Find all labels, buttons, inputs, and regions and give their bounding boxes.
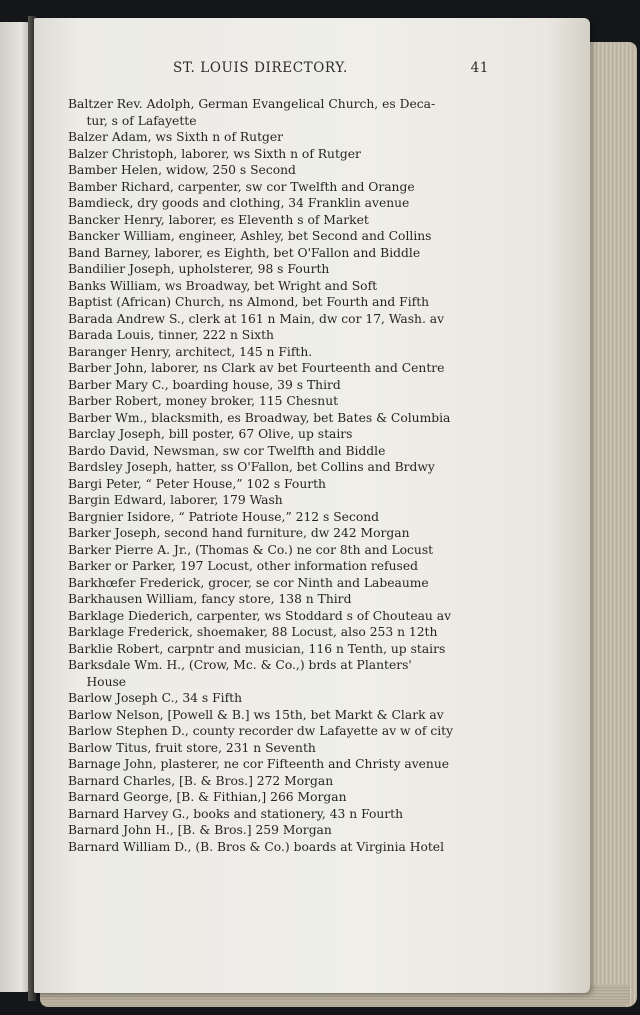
entry-text: Barklage Frederick, shoemaker, 88 Locust, also 253 n 12th — [68, 625, 438, 639]
entry-text: Barker or Parker, 197 Locust, other information refused — [68, 559, 418, 573]
entry-text: Bamber Richard, carpenter, sw cor Twelfth and Orange — [68, 179, 415, 194]
directory-entry — [68, 360, 508, 377]
entry-text: Barlow Titus, fruit store, 231 n Seventh — [68, 740, 316, 755]
entry-text: Bamber Helen, widow, 250 s Second — [68, 163, 296, 177]
directory-entry — [68, 393, 508, 410]
directory-entry — [68, 822, 508, 839]
entry-text: Bancker Henry, laborer, es Eleventh s of Market — [68, 212, 369, 227]
entry-text: Barber Mary C., boarding house, 39 s Third — [68, 377, 341, 392]
directory-entry — [68, 723, 508, 740]
directory-entry — [68, 509, 508, 526]
entry-text: Barkhœfer Frederick, grocer, se cor Ninth and Labeaume — [68, 575, 429, 590]
directory-entry — [68, 690, 508, 707]
entry-text: Baltzer Rev. Adolph, German Evangelical Church, es Deca- — [68, 97, 436, 111]
entry-text: Barber Robert, money broker, 115 Chesnut — [68, 394, 339, 408]
directory-entry — [68, 459, 508, 476]
directory-entry — [68, 542, 508, 559]
entry-text: Barlow Joseph C., 34 s Fifth — [68, 691, 242, 705]
directory-entry — [68, 707, 508, 724]
entry-text: Barada Andrew S., clerk at 161 n Main, dw cor 17, Wash. av — [68, 311, 445, 326]
directory-entry — [68, 657, 508, 690]
entry-text: Barnard Charles, [B. & Bros.] 272 Morgan — [68, 773, 334, 788]
entry-text: Barlow Nelson, [Powell & B.] ws 15th, bet Markt & Clark av — [68, 707, 444, 722]
entry-text: Bancker William, engineer, Ashley, bet Second and Collins — [68, 229, 432, 243]
entry-text: Bargi Peter, “ Peter House,” 102 s Fourth — [68, 476, 326, 491]
directory-entry — [68, 212, 508, 229]
directory-entry — [68, 492, 508, 509]
directory-entry — [68, 344, 508, 361]
entry-text: Bardo David, Newsman, sw cor Twelfth and Biddle — [68, 443, 386, 458]
entry-text: Balzer Christoph, laborer, ws Sixth n of Rutger — [68, 146, 361, 161]
entry-text: Bargnier Isidore, “ Patriote House,” 212 s Second — [68, 509, 380, 524]
directory-entry — [68, 377, 508, 394]
directory-entry — [68, 195, 508, 212]
directory-entry — [68, 608, 508, 625]
entry-text: Band Barney, laborer, es Eighth, bet O'Fallon and Biddle — [68, 245, 421, 260]
directory-entry — [68, 162, 508, 179]
page-number: 41 — [470, 60, 489, 76]
directory-entry — [68, 756, 508, 773]
directory-entry — [68, 789, 508, 806]
directory-entry — [68, 311, 508, 328]
entry-text: Barnard Harvey G., books and stationery, 43 n Fourth — [68, 806, 404, 821]
directory-entry — [68, 245, 508, 262]
entry-text: Bamdieck, dry goods and clothing, 34 Franklin avenue — [68, 196, 410, 210]
entry-text: Barkhausen William, fancy store, 138 n Third — [68, 592, 352, 606]
entry-text: Barklage Diederich, carpenter, ws Stoddard s of Chouteau av — [68, 608, 452, 623]
page-header — [69, 60, 489, 76]
page-title: ST. LOUIS DIRECTORY. — [173, 60, 348, 76]
directory-page — [34, 18, 590, 993]
directory-entry — [68, 228, 508, 245]
directory-entry — [68, 146, 508, 163]
directory-entry — [68, 443, 508, 460]
directory-entry — [68, 624, 508, 641]
entry-text: Barksdale Wm. H., (Crow, Mc. & Co.,) brds at Planters' — [68, 658, 412, 672]
directory-entry — [68, 179, 508, 196]
directory-entry — [68, 558, 508, 575]
entry-text: Banks William, ws Broadway, bet Wright and Soft — [68, 278, 378, 293]
directory-entry — [68, 426, 508, 443]
directory-entry — [68, 261, 508, 278]
directory-entries — [68, 96, 508, 855]
entry-text: Barnage John, plasterer, ne cor Fifteenth and Christy avenue — [68, 757, 450, 771]
directory-entry — [68, 591, 508, 608]
directory-entry — [68, 806, 508, 823]
entry-text: Barclay Joseph, bill poster, 67 Olive, up stairs — [68, 427, 353, 441]
entry-text: Barklie Robert, carpntr and musician, 116 n Tenth, up stairs — [68, 641, 446, 656]
entry-text: Barnard William D., (B. Bros & Co.) boards at Virginia Hotel — [68, 839, 445, 854]
directory-entry — [68, 525, 508, 542]
entry-text: Barker Pierre A. Jr., (Thomas & Co.) ne cor 8th and Locust — [68, 542, 434, 557]
entry-text: Barber John, laborer, ns Clark av bet Fourteenth and Centre — [68, 361, 445, 375]
entry-text: Bargin Edward, laborer, 179 Wash — [68, 493, 283, 507]
entry-continuation: House — [86, 674, 127, 689]
entry-text: Barada Louis, tinner, 222 n Sixth — [68, 328, 274, 342]
directory-entry — [68, 96, 508, 129]
directory-entry — [68, 129, 508, 146]
entry-text: Barlow Stephen D., county recorder dw Lafayette av w of city — [68, 724, 454, 738]
directory-entry — [68, 278, 508, 295]
entry-text: Barnard George, [B. & Fithian,] 266 Morgan — [68, 790, 347, 804]
entry-text: Bardsley Joseph, hatter, ss O'Fallon, bet Collins and Brdwy — [68, 460, 435, 474]
entry-text: Balzer Adam, ws Sixth n of Rutger — [68, 130, 284, 144]
directory-entry — [68, 476, 508, 493]
directory-entry — [68, 327, 508, 344]
directory-entry — [68, 575, 508, 592]
entry-text: Baptist (African) Church, ns Almond, bet Fourth and Fifth — [68, 295, 430, 309]
directory-entry — [68, 740, 508, 757]
entry-text: Baranger Henry, architect, 145 n Fifth. — [68, 344, 313, 359]
previous-page-edge — [0, 22, 30, 992]
directory-entry — [68, 294, 508, 311]
directory-entry — [68, 839, 508, 856]
entry-text: Bandilier Joseph, upholsterer, 98 s Fourth — [68, 262, 330, 276]
entry-continuation: tur, s of Lafayette — [86, 113, 197, 128]
entry-text: Barker Joseph, second hand furniture, dw 242 Morgan — [68, 526, 410, 540]
directory-entry — [68, 773, 508, 790]
entry-text: Barber Wm., blacksmith, es Broadway, bet Bates & Columbia — [68, 410, 451, 425]
entry-text: Barnard John H., [B. & Bros.] 259 Morgan — [68, 823, 332, 837]
directory-entry — [68, 641, 508, 658]
directory-entry — [68, 410, 508, 427]
